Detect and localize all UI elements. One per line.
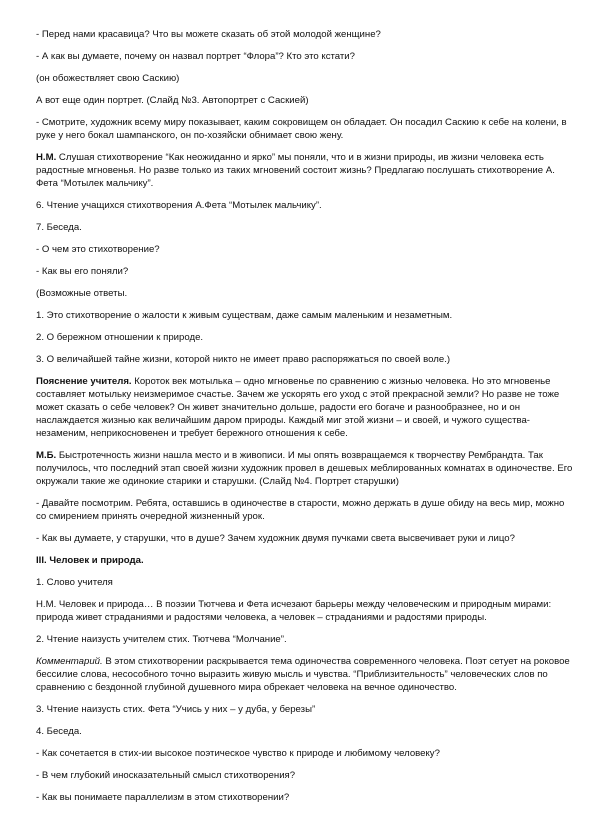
paragraph: - Смотрите, художник всему миру показывает, каким сокровищем он обладает. Он посадил Саскию к себе на колени, в руке у него бокал шампанского, он по-хозяйски обнимает свою жену.: [36, 117, 567, 141]
speaker-label: Пояснение учителя.: [36, 376, 132, 387]
paragraph-text: Слушая стихотворение “Как неожиданно и ярко” мы поняли, что и в жизни природы, ив жизни человека есть радостные мгновенья. Но разве только из таких мгновений состоит жизнь? Предлагаю послушать стихотворение А. Фета “Мотылек мальчику”.: [36, 152, 555, 189]
paragraph: [36, 655, 576, 694]
paragraph: 3. Чтение наизусть стих. Фета “Учись у них – у дуба, у березы”: [36, 704, 316, 715]
paragraph-text: Короток век мотылька – одно мгновенье по сравнению с жизнью человека. Но это мгновенье составляет мотыльку неизмеримое счастье. Зачем же ускорять его уход с этой прекрасной земли? Но разве не тоже может сказать о себе человек? Он живет значительно дольше, радости его богаче и разнообразнее, но и он наслаждается жизнью как величайшим даром природы. Каждый миг этой жизни – и своей, и чужого существа- незаменим, неприкосновенен и требует бережного отношения к себе.: [36, 376, 560, 439]
paragraph: 2. О бережном отношении к природе.: [36, 332, 204, 343]
paragraph: - Перед нами красавица? Что вы можете сказать об этой молодой женщине?: [36, 29, 381, 40]
paragraph: 1. Это стихотворение о жалости к живым существам, даже самым маленьким и незаметным.: [36, 310, 453, 321]
paragraph: - Как вы понимаете параллелизм в этом стихотворении?: [36, 792, 290, 803]
paragraph-text: Быстротечность жизни нашла место и в живописи. И мы опять возвращаемся к творчеству Рембрандта. Так получилось, что последний этап своей жизни художник провел в дешевых меблированных комнатах в одиночестве. Его окружали такие же одинокие старики и старушки. (Слайд №4. Портрет старушки): [36, 450, 573, 487]
paragraph: [36, 449, 576, 488]
paragraph: - Как вы его поняли?: [36, 266, 129, 277]
paragraph: - Как вы думаете, у старушки, что в душе? Зачем художник двумя пучками света высвечивает руки и лицо?: [36, 533, 515, 544]
paragraph: 7. Беседа.: [36, 222, 82, 233]
paragraph: (он обожествляет свою Саскию): [36, 73, 180, 84]
paragraph: - О чем это стихотворение?: [36, 244, 160, 255]
speaker-label: Н.М.: [36, 152, 57, 163]
paragraph: - А как вы думаете, почему он назвал портрет “Флора”? Кто это кстати?: [36, 51, 355, 62]
paragraph: 1. Слово учителя: [36, 577, 113, 588]
paragraph: (Возможные ответы.: [36, 288, 128, 299]
paragraph: А вот еще один портрет. (Слайд №3. Автопортрет с Саскией): [36, 95, 309, 106]
document-page: [36, 28, 576, 813]
paragraph-text: В этом стихотворении раскрывается тема одиночества современного человека. Поэт сетует на роковое бессилие слова, несособного точно выразить живую мысль и чувства. “Приблизительность” человеческих слов по сравнению с бездонной глубиной душевного мира обрекает человека на вечное одиночество.: [36, 656, 570, 693]
paragraph: - Как сочетается в стих-ии высокое поэтическое чувство к природе и любимому человеку?: [36, 748, 440, 759]
paragraph: 2. Чтение наизусть учителем стих. Тютчева “Молчание”.: [36, 634, 287, 645]
comment-label: Комментарий.: [36, 656, 103, 667]
paragraph: [36, 151, 576, 190]
section-heading: III. Человек и природа.: [36, 555, 144, 566]
paragraph: - В чем глубокий иносказательный смысл стихотворения?: [36, 770, 296, 781]
paragraph: [36, 375, 576, 440]
paragraph: 3. О величайшей тайне жизни, которой никто не имеет право распоряжаться по своей воле.): [36, 354, 451, 365]
paragraph: - Давайте посмотрим. Ребята, оставшись в одиночестве в старости, можно держать в душе обиду на весь мир, можно со смирением принять очередной жизненный урок.: [36, 498, 565, 522]
paragraph: 4. Беседа.: [36, 726, 82, 737]
speaker-label: М.Б.: [36, 450, 57, 461]
paragraph: Н.М. Человек и природа… В поэзии Тютчева и Фета исчезают барьеры между человеческим и природным мирами: природа живет страданиями и радостями человека, а человек – страданиями и радостями природы.: [36, 599, 552, 623]
paragraph: 6. Чтение учащихся стихотворения А.Фета “Мотылек мальчику”.: [36, 200, 322, 211]
